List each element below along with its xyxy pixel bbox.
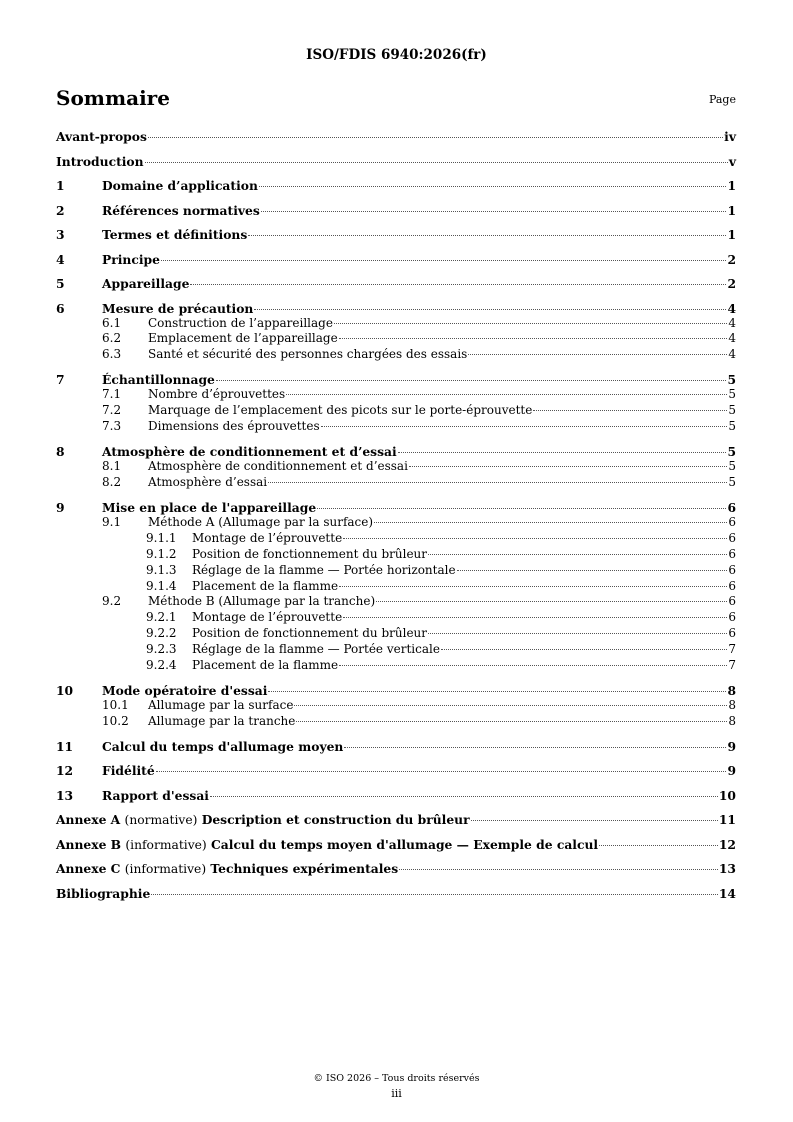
toc-entry-number: 10.1 xyxy=(102,697,129,712)
toc-entry-number: 13 xyxy=(56,787,74,803)
toc-entry[interactable] xyxy=(56,658,736,674)
toc-entry-page: 10 xyxy=(718,787,736,803)
dot-leader xyxy=(286,394,727,395)
toc-entry-number: 9.1.4 xyxy=(146,578,177,593)
toc-entry-number: 6.2 xyxy=(102,331,122,346)
toc-entry-title: Échantillonnage xyxy=(102,372,215,388)
toc-entry-title: Construction de l’appareillage xyxy=(148,315,333,330)
dot-leader xyxy=(161,260,727,261)
toc-entry-number: 9.2.4 xyxy=(146,657,177,672)
toc-entry-title: Réglage de la flamme — Portée verticale xyxy=(192,641,440,656)
dot-leader xyxy=(399,869,718,870)
toc-entry-number: 2 xyxy=(56,202,65,218)
toc-entry[interactable] xyxy=(56,610,736,626)
toc-entry-page: 5 xyxy=(728,403,736,418)
toc-entry-page: v xyxy=(728,153,736,169)
toc-entry-page: 4 xyxy=(728,315,736,330)
toc-entry[interactable] xyxy=(56,252,736,267)
toc-entry-title: Rapport d'essai xyxy=(102,787,209,803)
toc-entry-page: 7 xyxy=(728,657,736,672)
dot-leader xyxy=(148,137,723,138)
toc-entry-title: Position de fonctionnement du brûleur xyxy=(192,546,428,561)
toc-entry[interactable] xyxy=(56,301,736,316)
toc-entry[interactable] xyxy=(56,203,736,218)
toc-entry[interactable] xyxy=(56,347,736,363)
dot-leader xyxy=(398,452,727,453)
toc-entry[interactable] xyxy=(56,763,736,778)
toc-entry-page: 8 xyxy=(728,697,736,712)
toc-entry-title: Introduction xyxy=(56,153,144,169)
toc-entry-title xyxy=(56,861,398,876)
toc-entry[interactable] xyxy=(56,419,736,435)
toc-entry[interactable] xyxy=(56,316,736,332)
toc-entry[interactable] xyxy=(56,714,736,730)
toc-entry-page: 1 xyxy=(727,178,736,193)
annex-title: Calcul du temps moyen d'allumage — Exemple de calcul xyxy=(211,836,599,852)
toc-entry[interactable] xyxy=(56,129,736,144)
toc-entry-title: Allumage par la tranche xyxy=(148,713,296,728)
dot-leader xyxy=(259,186,727,187)
toc-entry-title: Domaine d’application xyxy=(102,178,258,193)
toc-entry-title: Santé et sécurité des personnes chargées des essais xyxy=(148,347,468,362)
toc-entry-title: Bibliographie xyxy=(56,885,151,901)
page-column-label: Page xyxy=(708,93,736,106)
toc-entry-title: Montage de l’éprouvette xyxy=(192,610,343,625)
toc-title-row xyxy=(56,86,736,112)
toc-entry-title: Dimensions des éprouvettes xyxy=(148,418,320,433)
toc-entry[interactable] xyxy=(56,276,736,291)
toc-entry-title: Calcul du temps d'allumage moyen xyxy=(102,738,344,754)
toc-entry-number: 7.2 xyxy=(102,403,122,418)
toc-entry-title: Références normatives xyxy=(102,202,260,218)
toc-entry-title: Avant-propos xyxy=(56,129,147,144)
toc-entry-page: 6 xyxy=(728,531,736,546)
toc-entry-number: 7 xyxy=(56,372,65,388)
toc-entry-title: Principe xyxy=(102,251,160,267)
toc-entry[interactable] xyxy=(56,788,736,803)
annex-label: Annexe A xyxy=(56,812,121,828)
toc-entry-page: 8 xyxy=(728,713,736,728)
dot-leader xyxy=(268,691,726,692)
toc-entry[interactable] xyxy=(56,403,736,419)
page-footer xyxy=(0,1073,793,1100)
toc-entry-page: 4 xyxy=(728,331,736,346)
toc-entry[interactable] xyxy=(56,515,736,531)
toc-entry[interactable] xyxy=(56,547,736,563)
toc-entry-number: 5 xyxy=(56,276,65,291)
dot-leader xyxy=(409,466,727,467)
toc-entry-page: 1 xyxy=(727,227,736,242)
toc-entry[interactable] xyxy=(56,444,736,459)
toc-entry[interactable] xyxy=(56,579,736,595)
toc-entry[interactable] xyxy=(56,372,736,387)
toc-entry[interactable] xyxy=(56,886,736,901)
toc-entry-page: 6 xyxy=(728,594,736,609)
toc-entry[interactable] xyxy=(56,563,736,579)
toc-entry-number: 8.2 xyxy=(102,475,122,490)
dot-leader xyxy=(428,554,727,555)
toc-entry-number: 12 xyxy=(56,763,74,779)
toc-entry-number: 4 xyxy=(56,251,65,267)
annex-label: Annexe B xyxy=(56,836,122,852)
toc-entry-number: 9.2.3 xyxy=(146,641,177,656)
toc-entry-title: Montage de l’éprouvette xyxy=(192,531,343,546)
dot-leader xyxy=(317,508,726,509)
toc-entry-title xyxy=(56,837,598,852)
toc-entry-number: 3 xyxy=(56,227,65,242)
toc-entry-page: 6 xyxy=(728,562,736,577)
dot-leader xyxy=(334,323,727,324)
toc-entry-title: Nombre d’éprouvettes xyxy=(148,387,286,402)
toc-entry-page: 7 xyxy=(728,641,736,656)
toc-entry-page: 6 xyxy=(728,546,736,561)
copyright-notice: © ISO 2026 – Tous droits réservés xyxy=(313,1073,480,1084)
table-of-contents xyxy=(56,129,736,901)
toc-entry-number: 8 xyxy=(56,444,65,460)
toc-entry-page: 4 xyxy=(727,300,736,316)
dot-leader xyxy=(457,570,728,571)
dot-leader xyxy=(343,538,727,539)
toc-entry-page: 11 xyxy=(718,812,736,828)
dot-leader xyxy=(428,633,727,634)
annex-title: Description et construction du brûleur xyxy=(201,812,470,828)
toc-entry-page: 8 xyxy=(727,682,736,698)
toc-entry-page: 6 xyxy=(728,515,736,530)
toc-entry[interactable] xyxy=(56,837,736,852)
dot-leader xyxy=(344,747,726,748)
toc-entry-number: 9.1 xyxy=(102,515,122,530)
toc-entry[interactable] xyxy=(56,594,736,610)
toc-entry-page: iv xyxy=(724,129,736,144)
toc-entry-number: 9.2.2 xyxy=(146,625,177,640)
toc-entry[interactable] xyxy=(56,178,736,193)
toc-entry-number: 7.1 xyxy=(102,387,122,402)
toc-entry-page: 14 xyxy=(718,885,736,901)
dot-leader xyxy=(468,354,727,355)
toc-entry[interactable] xyxy=(56,626,736,642)
dot-leader xyxy=(254,309,726,310)
toc-entry[interactable] xyxy=(56,500,736,515)
toc-entry-title: Réglage de la flamme — Portée horizontale xyxy=(192,562,456,577)
toc-entry[interactable] xyxy=(56,387,736,403)
annex-label: Annexe C xyxy=(56,861,121,877)
annex-type: (normative) xyxy=(124,813,198,828)
dot-leader xyxy=(374,522,727,523)
dot-leader xyxy=(376,601,727,602)
toc-entry-title xyxy=(56,812,470,827)
toc-entry-number: 11 xyxy=(56,738,74,754)
toc-entry-title: Emplacement de l’appareillage xyxy=(148,331,338,346)
dot-leader xyxy=(210,796,718,797)
toc-entry[interactable] xyxy=(56,459,736,475)
toc-entry-number: 10.2 xyxy=(102,713,129,728)
toc-entry[interactable] xyxy=(56,861,736,876)
toc-entry-number: 1 xyxy=(56,178,65,193)
annex-type: (informative) xyxy=(124,862,207,877)
dot-leader xyxy=(339,338,728,339)
toc-entry[interactable] xyxy=(56,331,736,347)
dot-leader xyxy=(339,665,727,666)
dot-leader xyxy=(261,211,727,212)
toc-entry-page: 5 xyxy=(728,475,736,490)
toc-entry[interactable] xyxy=(56,683,736,698)
toc-entry-title: Mode opératoire d'essai xyxy=(102,682,268,698)
toc-entry-number: 9.2 xyxy=(102,594,122,609)
toc-entry-number: 7.3 xyxy=(102,418,122,433)
toc-entry[interactable] xyxy=(56,154,736,169)
toc-entry[interactable] xyxy=(56,475,736,491)
toc-entry-number: 9 xyxy=(56,500,65,516)
annex-title: Techniques expérimentales xyxy=(210,861,399,877)
toc-entry-title: Position de fonctionnement du brûleur xyxy=(192,625,428,640)
dot-leader xyxy=(151,894,718,895)
toc-entry-title: Placement de la flamme xyxy=(192,657,339,672)
toc-entry-title: Termes et définitions xyxy=(102,227,248,242)
toc-entry[interactable] xyxy=(56,698,736,714)
page-title: Sommaire xyxy=(56,86,170,110)
dot-leader xyxy=(145,162,728,163)
page-number: iii xyxy=(391,1087,402,1100)
toc-entry-number: 6.1 xyxy=(102,315,122,330)
toc-entry-number: 10 xyxy=(56,682,74,698)
dot-leader xyxy=(294,705,727,706)
toc-entry-page: 6 xyxy=(727,500,736,516)
annex-type: (informative) xyxy=(125,837,207,852)
dot-leader xyxy=(321,426,728,427)
toc-entry-page: 1 xyxy=(727,202,736,218)
toc-entry-title: Atmosphère de conditionnement et d’essai xyxy=(148,459,408,474)
dot-leader xyxy=(343,617,727,618)
toc-entry-page: 5 xyxy=(728,418,736,433)
toc-entry[interactable] xyxy=(56,531,736,547)
toc-entry-title: Méthode B (Allumage par la tranche) xyxy=(148,594,376,609)
toc-entry-page: 4 xyxy=(728,347,736,362)
dot-leader xyxy=(599,845,718,846)
toc-entry[interactable] xyxy=(56,642,736,658)
toc-entry-title: Mise en place de l'appareillage xyxy=(102,500,317,516)
dot-leader xyxy=(339,586,727,587)
dot-leader xyxy=(190,284,726,285)
toc-entry-page: 5 xyxy=(728,387,736,402)
dot-leader xyxy=(296,721,727,722)
toc-entry-page: 12 xyxy=(718,836,736,852)
dot-leader xyxy=(533,410,727,411)
document-id-header: ISO/FDIS 6940:2026(fr) xyxy=(306,47,487,63)
toc-entry-page: 2 xyxy=(727,251,736,267)
toc-entry-page: 6 xyxy=(728,625,736,640)
toc-entry-page: 5 xyxy=(728,459,736,474)
toc-entry-number: 9.2.1 xyxy=(146,610,177,625)
toc-entry-number: 9.1.2 xyxy=(146,546,177,561)
toc-entry-number: 6.3 xyxy=(102,347,122,362)
toc-entry-title: Placement de la flamme xyxy=(192,578,339,593)
dot-leader xyxy=(471,820,718,821)
toc-entry[interactable] xyxy=(56,739,736,754)
dot-leader xyxy=(248,235,726,236)
dot-leader xyxy=(441,649,727,650)
toc-entry-title: Atmosphère d’essai xyxy=(148,475,268,490)
toc-entry[interactable] xyxy=(56,812,736,827)
toc-entry-title: Fidélité xyxy=(102,763,155,779)
toc-entry-number: 9.1.3 xyxy=(146,562,177,577)
toc-entry-title: Méthode A (Allumage par la surface) xyxy=(148,515,374,530)
toc-entry-page: 6 xyxy=(728,578,736,593)
toc-entry[interactable] xyxy=(56,227,736,242)
toc-entry-page: 9 xyxy=(727,738,736,754)
toc-entry-number: 9.1.1 xyxy=(146,531,177,546)
toc-entry-number: 6 xyxy=(56,300,65,316)
toc-entry-title: Atmosphère de conditionnement et d’essai xyxy=(102,444,397,460)
toc-entry-page: 2 xyxy=(727,276,736,291)
toc-entry-page: 5 xyxy=(727,372,736,388)
toc-entry-title: Appareillage xyxy=(102,276,190,291)
toc-entry-page: 9 xyxy=(727,763,736,779)
dot-leader xyxy=(268,482,727,483)
toc-entry-title: Mesure de précaution xyxy=(102,300,254,316)
dot-leader xyxy=(216,380,727,381)
dot-leader xyxy=(156,771,727,772)
toc-entry-title: Allumage par la surface xyxy=(148,697,294,712)
toc-entry-page: 5 xyxy=(727,444,736,460)
toc-entry-number: 8.1 xyxy=(102,459,122,474)
toc-entry-page: 6 xyxy=(728,610,736,625)
toc-entry-page: 13 xyxy=(718,861,736,877)
toc-entry-title: Marquage de l’emplacement des picots sur le porte-éprouvette xyxy=(148,403,533,418)
